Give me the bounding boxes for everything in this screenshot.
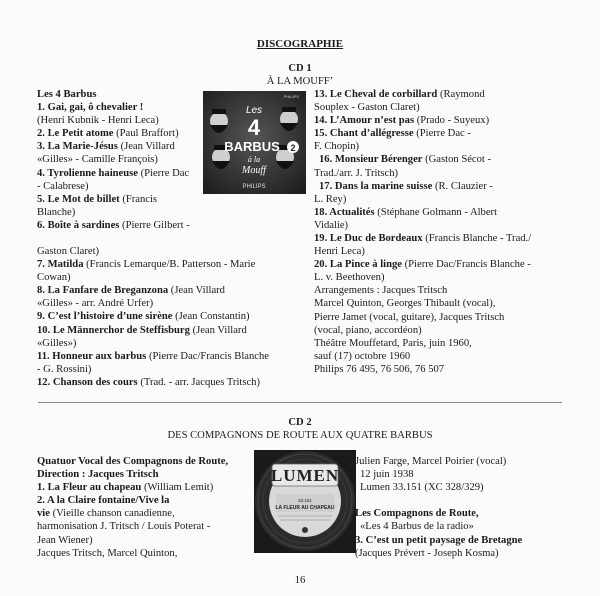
text-line (314, 297, 584, 310)
text-line (314, 232, 584, 245)
track-credit: Philips 76 495, 76 506, 76 507 (314, 363, 445, 375)
text-line (37, 350, 307, 363)
text-line (355, 534, 585, 547)
page-number: 16 (294, 575, 306, 586)
track-credit: (Francis (119, 193, 158, 205)
text-line (37, 245, 307, 258)
text-line (314, 180, 574, 193)
track-credit: Lumen 33.151 (XC 328/329) (360, 482, 484, 494)
cd1-track-list-right (314, 88, 574, 232)
track-title: 15. Chant d’allégresse (314, 128, 414, 140)
record-label-image (254, 450, 356, 553)
text-line (314, 219, 574, 232)
track-title: 17. Dans la marine suisse (319, 180, 433, 192)
track-title: 10. Le Männerchor de Steffisburg (37, 324, 190, 336)
text-line (37, 455, 267, 468)
album-cover-image (203, 91, 306, 194)
track-credit: (Jean Villard (189, 324, 247, 336)
cd1-left-column-lower (37, 245, 307, 389)
cover-text-barbus: BARBUS (224, 139, 280, 154)
track-title: 13. Le Cheval de corbillard (314, 89, 438, 100)
track-credit: - G. Rossini) (37, 363, 92, 375)
section-divider (38, 402, 562, 403)
text-line (314, 258, 584, 271)
text-line (314, 167, 574, 180)
track-credit: (Pierre Dac/Francis Blanche - (401, 259, 531, 271)
track-title: 5. Le Mot de billet (37, 193, 120, 205)
text-line (314, 245, 584, 258)
track-credit: L. Rey) (314, 193, 347, 205)
track-title: 1. La Fleur au chapeau (37, 482, 142, 494)
text-line (314, 88, 574, 101)
text-line (37, 219, 297, 232)
text-line (37, 363, 307, 376)
record-brand: LUMEN (270, 466, 340, 485)
text-line (37, 481, 267, 494)
text-line (314, 324, 584, 337)
cover-brand: PHILIPS (242, 184, 266, 190)
track-title: 20. La Pince à linge (314, 259, 402, 271)
track-credit: (Henri Kubnik - Henri Leca) (37, 115, 159, 127)
track-title: 4. Tyrolienne haineuse (37, 167, 138, 179)
cd1-label: CD 1 (288, 63, 312, 74)
track-credit: Pierre Jamet (vocal, guitare), Jacques Tritsch (314, 311, 505, 323)
cover-text-mouff: Mouff (242, 165, 266, 176)
text-line (355, 520, 585, 533)
text-line (355, 494, 585, 507)
track-credit: Henri Leca) (314, 246, 365, 258)
track-credit: Blanche) (37, 206, 76, 218)
text-line (37, 547, 267, 560)
track-title: 2. A la Claire fontaine/Vive la (37, 495, 170, 507)
text-line (37, 324, 307, 337)
text-line (314, 337, 584, 350)
track-credit: harmonisation J. Tritsch / Louis Poterat - (37, 521, 211, 533)
cd2-label: CD 2 (288, 417, 312, 428)
text-line (314, 114, 574, 127)
track-credit: (Pierre Dac - (413, 128, 471, 140)
track-credit: (Paul Braffort) (113, 128, 179, 140)
track-title: 2. Le Petit atome (37, 128, 114, 140)
track-credit: Marcel Quinton, Georges Thibault (vocal), (314, 298, 496, 310)
track-credit: Théâtre Mouffetard, Paris, juin 1960, (314, 337, 472, 349)
track-credit: - Calabrese) (37, 180, 89, 192)
track-title: 7. Matilda (37, 259, 84, 271)
track-title: 6. Boîte à sardines (37, 219, 120, 231)
text-line (37, 376, 307, 389)
track-title: 12. Chanson des cours (37, 376, 138, 388)
track-credit: (William Lemit) (141, 482, 214, 494)
cd2-track-list-left (37, 455, 267, 560)
track-title: 3. C’est un petit paysage de Bretagne (355, 534, 523, 546)
text-line (37, 206, 297, 219)
text-line (37, 297, 307, 310)
track-credit: (Prado - Suyeux) (414, 115, 490, 127)
track-credit: Jacques Tritsch, Marcel Quinton, (37, 547, 178, 559)
cd1-album-cover (203, 91, 306, 194)
track-credit: (Jean Constantin) (172, 311, 250, 323)
track-title: 16. Monsieur Bérenger (319, 154, 423, 166)
track-title: 1. Gai, gai, ô chevalier ! (37, 102, 144, 114)
text-line (37, 310, 307, 323)
track-title: 8. La Fanfare de Breganzona (37, 285, 169, 297)
cover-brand-top: PHILIPS (283, 94, 299, 99)
text-line (355, 547, 585, 560)
record-catalog: 33.151 (298, 498, 312, 503)
track-credit: (Pierre Gilbert - (119, 219, 190, 231)
text-line (314, 271, 584, 284)
track-credit: «Les 4 Barbus de la radio» (360, 521, 474, 533)
track-credit: (Jacques Prévert - Joseph Kosma) (355, 547, 499, 559)
text-line (314, 193, 574, 206)
track-title: 18. Actualités (314, 206, 375, 218)
track-credit: (Trad. - arr. Jacques Tritsch) (137, 376, 260, 388)
track-credit: (vocal, piano, accordéon) (314, 324, 422, 336)
cd2-record-label (254, 450, 356, 553)
track-title: Quatuor Vocal des Compagnons de Route, (37, 456, 229, 467)
text-line (37, 494, 267, 507)
text-line (314, 206, 574, 219)
text-line (314, 350, 584, 363)
track-credit: (Raymond (437, 89, 485, 100)
text-line (37, 507, 267, 520)
track-title: 19. Le Duc de Bordeaux (314, 233, 423, 244)
track-credit: «Gilles») (37, 337, 77, 349)
track-credit: Jean Wiener) (37, 534, 93, 546)
track-credit: F. Chopin) (314, 141, 360, 153)
track-credit: Julien Farge, Marcel Poirier (vocal) (355, 456, 507, 467)
text-line (314, 127, 574, 140)
track-credit: (Jean Villard (168, 285, 225, 297)
cd2-subtitle: DES COMPAGNONS DE ROUTE AUX QUATRE BARBUS (167, 430, 433, 441)
track-credit: «Gilles» - arr. André Urfer) (37, 298, 154, 310)
track-title: Les Compagnons de Route, (355, 508, 479, 520)
text-line (314, 363, 584, 376)
track-credit: (Pierre Dac/Francis Blanche (146, 350, 269, 362)
text-line (37, 193, 297, 206)
cd1-track-list-right-lower (314, 232, 584, 376)
text-line (37, 258, 307, 271)
track-title: vie (37, 508, 50, 520)
track-credit: (Vieille chanson canadienne, (49, 508, 175, 520)
text-line (37, 520, 267, 533)
cd2-track-list-right (355, 455, 585, 560)
track-title: 9. C’est l’histoire d’une sirène (37, 311, 173, 323)
track-credit: 12 juin 1938 (360, 469, 414, 481)
text-line (355, 481, 585, 494)
text-line (314, 101, 574, 114)
cover-text-les: Les (245, 105, 263, 116)
track-credit: Vidalie) (314, 219, 349, 231)
cd1-right-column-lower (314, 232, 584, 376)
text-line (37, 337, 307, 350)
track-credit: Trad./arr. J. Tritsch) (314, 167, 399, 179)
track-credit: «Gilles» - Camille François) (37, 154, 158, 166)
track-title: 14. L’Amour n’est pas (314, 115, 415, 127)
track-credit: (R. Clauzier - (432, 180, 493, 192)
track-credit: Souplex - Gaston Claret) (314, 102, 420, 114)
text-line (355, 468, 585, 481)
text-line (37, 284, 307, 297)
text-line (37, 271, 307, 284)
text-line (314, 153, 574, 166)
track-credit: sauf (17) octobre 1960 (314, 350, 411, 362)
page-title: DISCOGRAPHIE (256, 38, 344, 50)
track-credit: Arrangements : Jacques Tritsch (314, 285, 448, 297)
track-credit: Gaston Claret) (37, 246, 100, 257)
cd2-right-column (355, 455, 585, 560)
cover-text-four: 4 (247, 115, 261, 140)
cover-text-a-la: à la (247, 155, 261, 164)
text-line (314, 284, 584, 297)
text-line (355, 507, 585, 520)
track-credit: (Stéphane Golmann - Albert (374, 206, 498, 218)
text-line (314, 140, 574, 153)
track-credit: (Gaston Sécot - (422, 154, 492, 166)
text-line (314, 311, 584, 324)
track-title: Direction : Jacques Tritsch (37, 469, 159, 481)
track-title: 3. La Marie-Jésus (37, 141, 118, 153)
track-credit: Cowan) (37, 272, 71, 284)
text-line (37, 534, 267, 547)
cover-text-number: 2 (290, 143, 296, 153)
track-credit: (Francis Blanche - Trad./ (422, 233, 532, 244)
cd1-subtitle: À LA MOUFF’ (266, 76, 334, 87)
record-title: LA FLEUR AU CHAPEAU (275, 505, 335, 511)
cd1-group-name: Les 4 Barbus (37, 89, 97, 100)
track-credit: (Pierre Dac (137, 167, 190, 179)
track-credit: L. v. Beethoven) (314, 272, 385, 284)
cd2-left-column (37, 455, 267, 560)
track-credit: (Francis Lemarque/B. Patterson - Marie (83, 259, 256, 271)
text-line (37, 468, 267, 481)
text-line (355, 455, 585, 468)
track-title: 11. Honneur aux barbus (37, 350, 147, 362)
cd1-right-column (314, 88, 574, 232)
track-credit: (Jean Villard (117, 141, 175, 153)
